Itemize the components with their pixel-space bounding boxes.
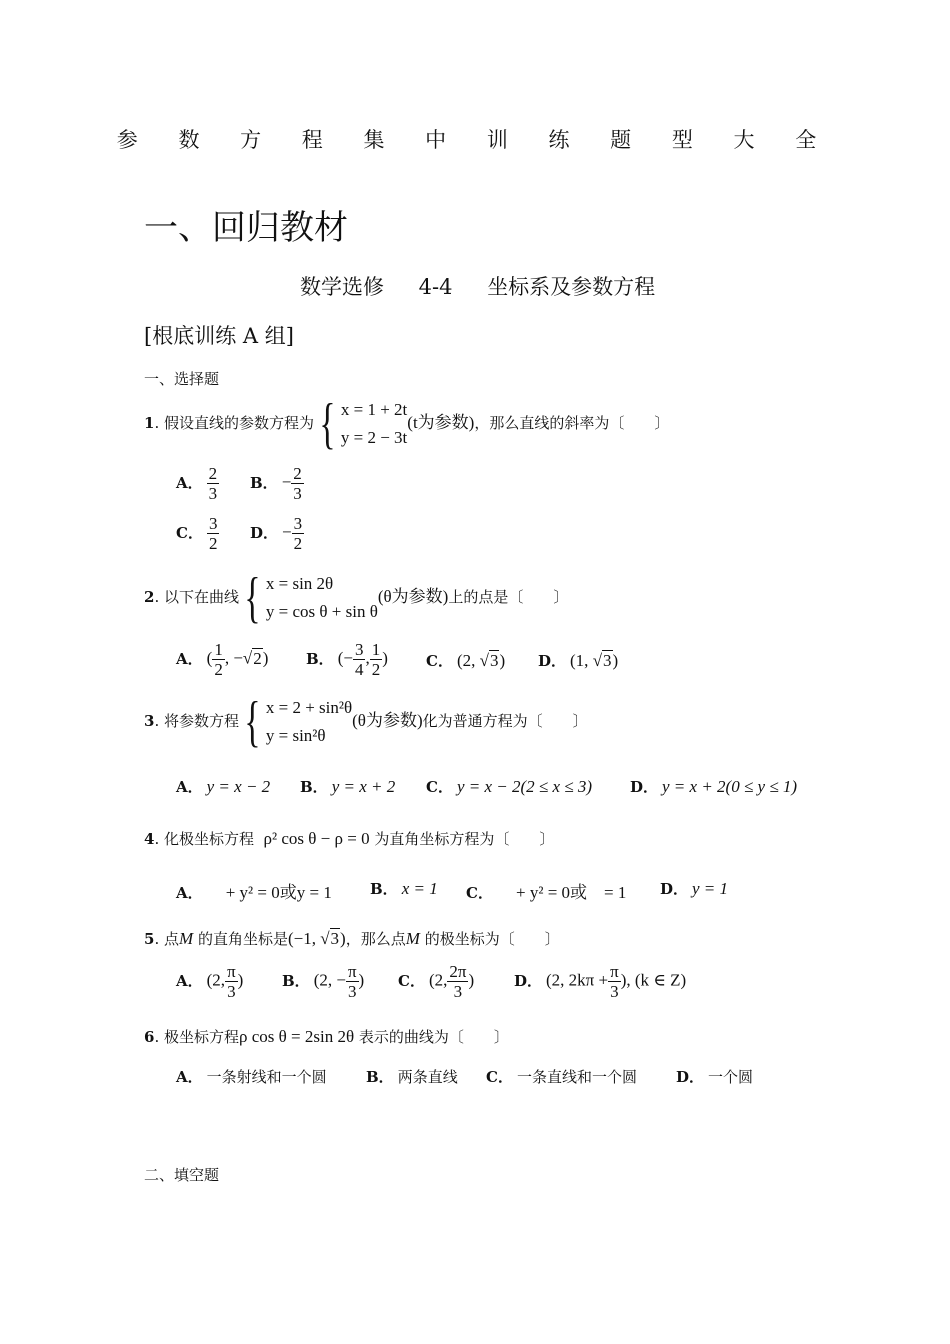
- equation: y = cos θ + sin θ: [265, 602, 378, 621]
- option-d[interactable]: [250, 514, 304, 553]
- option-label: A．: [176, 778, 203, 796]
- question-number: 3: [144, 712, 155, 730]
- parameter-note: (θ为参数): [352, 711, 423, 730]
- option-b[interactable]: [370, 878, 438, 899]
- option-b[interactable]: [282, 962, 364, 1001]
- option-label: C．: [426, 778, 453, 796]
- polar-equation: ρ² cos θ − ρ = 0: [263, 829, 370, 848]
- denominator: 4: [354, 660, 364, 679]
- fraction: [346, 962, 359, 1001]
- denominator: 3: [208, 484, 218, 503]
- sqrt-sign: √: [242, 648, 253, 668]
- radicand: 2: [253, 648, 262, 668]
- option-d[interactable]: [676, 1066, 753, 1087]
- numerator: π: [227, 962, 236, 981]
- option-label: D．: [676, 1068, 705, 1086]
- radicand: 3: [489, 651, 499, 670]
- paren: ): [237, 970, 244, 990]
- denominator: 2: [371, 660, 381, 679]
- option-c[interactable]: [426, 650, 505, 671]
- option-value: x = 1: [401, 879, 438, 898]
- question-text: . 点: [154, 930, 179, 948]
- option-label: A．: [176, 649, 203, 668]
- equation-system: [266, 570, 378, 626]
- option-label: C．: [426, 652, 453, 670]
- document-title: 参 数 方 程 集 中 训 练 题 型 大 全: [116, 128, 834, 152]
- option-label: B．: [300, 778, 328, 796]
- numerator: 1: [214, 640, 223, 659]
- equation-system: [341, 396, 407, 452]
- point-m: M: [405, 929, 420, 948]
- question-text: ，那么直线的斜率为〔 〕: [474, 414, 670, 432]
- paren: ): [358, 970, 365, 990]
- numerator: π: [610, 962, 619, 981]
- section-heading: 一、回归教材: [144, 208, 348, 248]
- denominator: 2: [293, 534, 303, 553]
- fraction: [207, 464, 220, 503]
- option-b[interactable]: [300, 776, 395, 797]
- brace: {: [244, 567, 261, 629]
- option-value: 一条直线和一个圆: [516, 1068, 637, 1086]
- sqrt-sign: √: [592, 651, 603, 670]
- option-a[interactable]: [176, 962, 243, 1001]
- paren: (2,: [456, 651, 480, 670]
- paren: ): [382, 648, 388, 668]
- option-b[interactable]: [306, 640, 388, 679]
- question-text: 为直角坐标方程为〔 〕: [374, 830, 555, 848]
- question-text: . 将参数方程: [154, 712, 239, 730]
- fraction: [207, 514, 220, 553]
- option-c[interactable]: [176, 514, 219, 553]
- denominator: 3: [227, 982, 236, 1001]
- group-label: [根底训练 A 组]: [144, 324, 294, 348]
- option-label: D．: [630, 778, 659, 796]
- option-a[interactable]: [176, 878, 332, 903]
- fraction: [447, 962, 468, 1001]
- equation: x = 2 + sin²θ: [265, 698, 353, 717]
- option-c[interactable]: [486, 1066, 637, 1087]
- fraction: [353, 640, 366, 679]
- question-4: [144, 828, 554, 849]
- equation: y = 2 − 3t: [340, 428, 408, 447]
- category-multiple-choice: 一、选择题: [144, 370, 220, 388]
- option-a[interactable]: [176, 640, 268, 679]
- option-c[interactable]: [466, 878, 626, 903]
- option-label: D．: [514, 971, 543, 990]
- option-value: 两条直线: [397, 1068, 458, 1086]
- option-label: B．: [366, 1068, 394, 1086]
- question-text: . 极坐标方程: [154, 1028, 239, 1046]
- option-d[interactable]: [630, 776, 797, 797]
- fraction: [370, 640, 383, 679]
- paren: ), (k ∈ Z): [620, 970, 687, 990]
- question-text: ，那么点: [345, 930, 406, 948]
- sqrt-sign: √: [320, 929, 330, 948]
- subtitle: [300, 271, 655, 301]
- paren: ): [499, 651, 506, 670]
- option-b[interactable]: [366, 1066, 458, 1087]
- option-value: + y² = 0或 = 1: [516, 883, 627, 902]
- option-label: C．: [176, 523, 203, 542]
- subtitle-topic: 坐标系及参数方程: [487, 275, 656, 299]
- paren: (2,: [428, 970, 448, 990]
- fraction: [225, 962, 238, 1001]
- separator: , −: [224, 648, 243, 668]
- question-5: [144, 928, 560, 949]
- fraction: [608, 962, 621, 1001]
- sign: −: [282, 522, 292, 542]
- option-a[interactable]: [176, 776, 270, 797]
- subtitle-course: 数学选修 4-4: [300, 275, 453, 299]
- radicand: 3: [330, 929, 340, 948]
- question-number: 2: [144, 588, 155, 606]
- option-d[interactable]: [514, 962, 686, 1001]
- denominator: 2: [208, 534, 218, 553]
- numerator: 2π: [449, 962, 467, 981]
- option-label: B．: [250, 473, 278, 492]
- paren: (2,: [206, 970, 226, 990]
- option-value: y = x − 2(2 ≤ x ≤ 3): [456, 777, 593, 796]
- option-label: A．: [176, 473, 203, 492]
- fraction: [212, 640, 225, 679]
- option-a[interactable]: [176, 1066, 327, 1087]
- question-text: 上的点是〔 〕: [448, 588, 569, 606]
- numerator: π: [347, 962, 357, 981]
- question-text: 的极坐标为〔 〕: [424, 930, 560, 948]
- option-label: C．: [466, 884, 493, 902]
- option-value: y = 1: [692, 879, 729, 898]
- numerator: 1: [371, 640, 381, 659]
- option-value: 一条射线和一个圆: [206, 1068, 327, 1086]
- paren: (2, 2kπ +: [546, 970, 609, 990]
- numerator: 3: [208, 514, 218, 533]
- brace: {: [244, 691, 261, 753]
- question-text: . 假设直线的参数方程为: [154, 414, 314, 432]
- option-d[interactable]: [538, 650, 618, 671]
- option-label: D．: [250, 523, 279, 542]
- option-a[interactable]: [176, 464, 219, 503]
- option-label: A．: [176, 971, 203, 990]
- equation: x = sin 2θ: [265, 574, 334, 593]
- sign: −: [281, 472, 292, 492]
- question-text: 的直角坐标是: [197, 930, 288, 948]
- fraction: [291, 464, 304, 503]
- equation-system: [266, 694, 352, 750]
- option-label: B．: [282, 971, 310, 990]
- sqrt-sign: √: [479, 651, 489, 670]
- question-text: . 以下在曲线: [154, 588, 239, 606]
- radicand: 3: [603, 651, 612, 670]
- option-label: B．: [370, 880, 398, 898]
- option-label: D．: [660, 880, 689, 898]
- option-label: D．: [538, 652, 567, 670]
- option-c[interactable]: [426, 776, 592, 797]
- denominator: 3: [453, 982, 463, 1001]
- parameter-note: (t为参数): [407, 413, 475, 432]
- option-label: B．: [306, 649, 334, 668]
- option-label: A．: [176, 1068, 203, 1086]
- paren: (2, −: [313, 970, 346, 990]
- equation: x = 1 + 2t: [340, 400, 408, 419]
- paren: ): [468, 970, 475, 990]
- question-1: [144, 393, 670, 455]
- option-value: + y² = 0或y = 1: [225, 883, 332, 902]
- question-number: 5: [144, 930, 155, 948]
- paren: (−: [337, 648, 353, 668]
- question-number: 6: [144, 1028, 155, 1046]
- denominator: 2: [214, 660, 223, 679]
- question-3: [144, 691, 588, 753]
- option-value: y = x + 2(0 ≤ y ≤ 1): [662, 777, 798, 796]
- question-text: 化为普通方程为〔 〕: [422, 712, 588, 730]
- category-fill-in: 二、填空题: [144, 1166, 220, 1184]
- question-number: 1: [144, 414, 155, 432]
- parameter-note: (θ为参数): [377, 587, 449, 606]
- coord: (−1,: [287, 929, 321, 948]
- numerator: 3: [293, 514, 303, 533]
- paren: ): [262, 648, 269, 668]
- equation: y = sin²θ: [265, 726, 326, 745]
- option-value: 一个圆: [708, 1068, 754, 1086]
- question-text: 表示的曲线为〔 〕: [358, 1028, 509, 1046]
- option-label: A．: [176, 884, 203, 902]
- option-label: C．: [486, 1068, 513, 1086]
- option-d[interactable]: [660, 878, 728, 899]
- numerator: 2: [208, 464, 218, 483]
- denominator: 3: [610, 982, 619, 1001]
- option-b[interactable]: [250, 464, 304, 503]
- option-value: y = x + 2: [331, 777, 396, 796]
- numerator: 3: [354, 640, 364, 659]
- separator: ,: [365, 648, 370, 668]
- option-c[interactable]: [398, 962, 474, 1001]
- paren: (1,: [570, 651, 593, 670]
- denominator: 3: [347, 982, 357, 1001]
- question-number: 4: [144, 830, 155, 848]
- point-m: M: [178, 929, 194, 948]
- denominator: 3: [293, 484, 302, 503]
- question-2: [144, 567, 569, 629]
- numerator: 2: [293, 464, 302, 483]
- fraction: [292, 514, 305, 553]
- paren: ): [612, 651, 619, 670]
- paren: (: [206, 648, 213, 668]
- question-text: . 化极坐标方程: [154, 830, 254, 848]
- option-label: C．: [398, 971, 425, 990]
- brace: {: [319, 393, 336, 455]
- question-6: [144, 1026, 509, 1047]
- coord: ): [340, 929, 346, 948]
- option-value: y = x − 2: [206, 777, 271, 796]
- polar-equation: ρ cos θ = 2sin 2θ: [238, 1027, 355, 1046]
